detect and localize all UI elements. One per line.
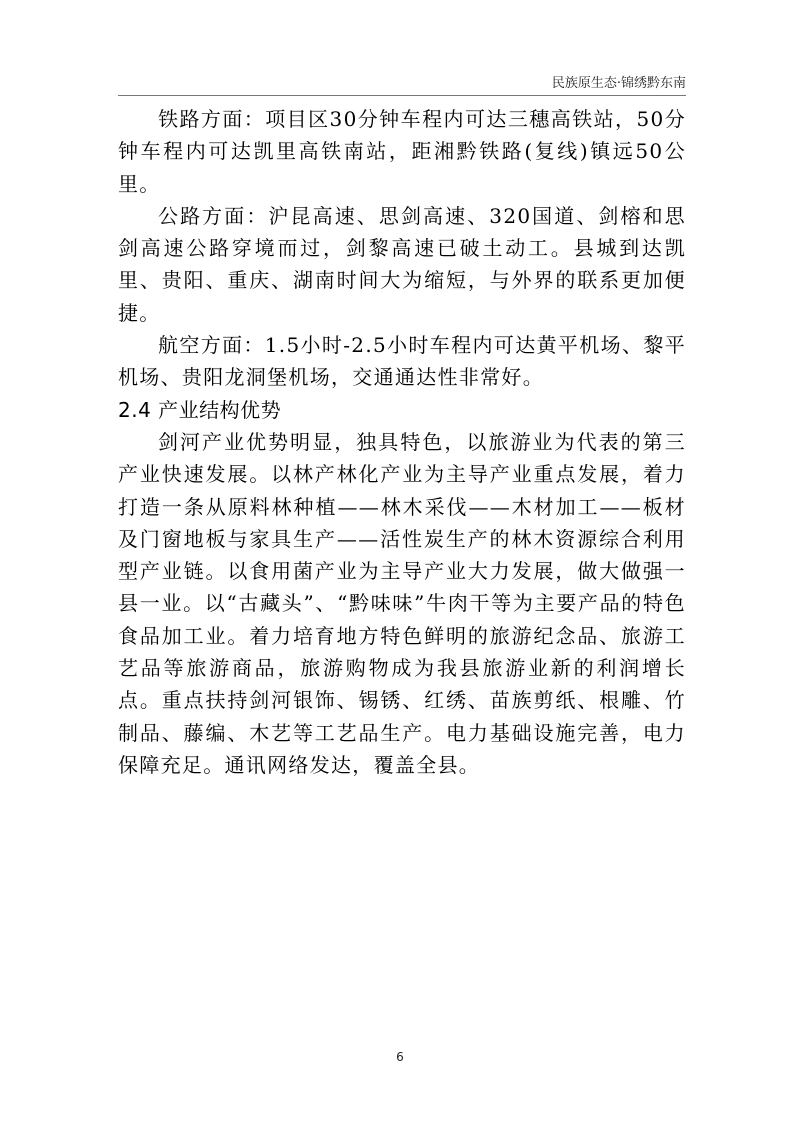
paragraph-industry: 剑河产业优势明显，独具特色，以旅游业为代表的第三产业快速发展。以林产林化产业为主导产业重点发展，着力打造一条从原料林种植——林木采伐——木材加工——板材及门窗地板与家具生产——活性炭生产的林木资源综合利用型产业链。以食用菌产业为主导产业大力发展，做大做强一县一业。以“古藏头”、“黔味味”牛肉干等为主要产品的特色食品加工业。着力培育地方特色鲜明的旅游纪念品、旅游工艺品等旅游商品，旅游购物成为我县旅游业新的利润增长点。重点扶持剑河银饰、锡锈、红绣、苗族剪纸、根雕、竹制品、藤编、木艺等工艺品生产。电力基础设施完善，电力保障充足。通讯网络发达，覆盖全县。 — [118, 429, 686, 777]
paragraph-railway: 铁路方面：项目区30分钟车程内可达三穗高铁站，50分钟车程内可达凯里高铁南站，距湘黔铁路(复线)镇远50公里。 — [118, 107, 686, 196]
paragraph-highway: 公路方面：沪昆高速、思剑高速、320国道、剑榕和思剑高速公路穿境而过，剑黎高速已破土动工。县城到达凯里、贵阳、重庆、湖南时间大为缩短，与外界的联系更加便捷。 — [118, 203, 686, 325]
running-header: 民族原生态·锦绣黔东南 — [551, 76, 686, 91]
header-rule — [118, 95, 686, 96]
section-title: 2.4 产业结构优势 — [118, 397, 282, 422]
document-body — [118, 103, 686, 781]
paragraph-aviation: 航空方面：1.5小时-2.5小时车程内可达黄平机场、黎平机场、贵阳龙洞堡机场，交通通达性非常好。 — [118, 333, 686, 390]
page-number: 6 — [396, 1050, 404, 1064]
